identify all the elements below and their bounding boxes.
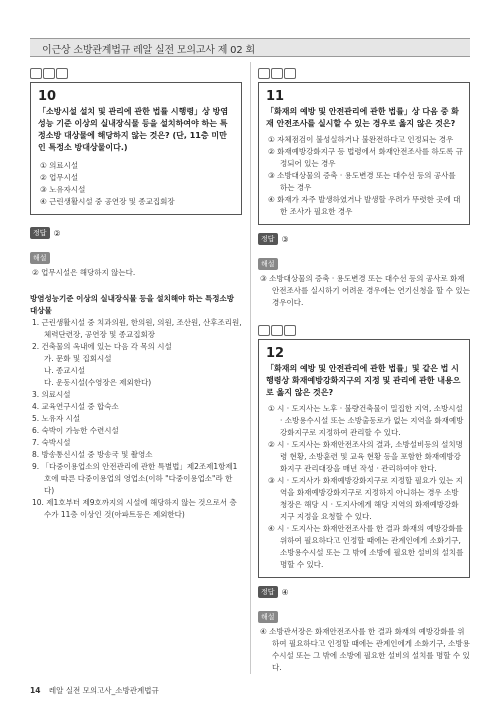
answer-label: 정답	[258, 586, 278, 598]
solution-line: 가. 문화 및 집회시설	[44, 354, 112, 363]
check-box[interactable]	[284, 325, 296, 336]
solution-line: 3. 의료시설	[32, 390, 71, 399]
option: ① 의료시설	[40, 161, 79, 170]
option: ① 자체점검이 불성실하거나 불완전하다고 인정되는 경우	[268, 135, 454, 144]
page-number: 14	[30, 686, 41, 695]
footer-text: 레알 실전 모의고사_소방관계법규	[48, 686, 159, 695]
answer-label: 정답	[258, 233, 278, 245]
option: ③ 노유자시설	[40, 185, 86, 194]
solution-line: 5. 노유자 시설	[32, 414, 81, 423]
solution-line: 2. 건축물의 옥내에 있는 다음 각 목의 시설	[32, 342, 172, 351]
check-boxes	[258, 68, 470, 78]
solution	[30, 267, 242, 521]
option: ④ 시 · 도지사는 화재안전조사를 한 결과 화재의 예방강화를 위하여 필요하다고 인정할 때에는 관계인에게 소화기구, 소방용수시설 또는 그 밖에 소방에 필요한 설비의 설치를 명할 수 있다.	[268, 524, 464, 569]
question-number: 10	[38, 89, 57, 104]
option: ② 업무시설	[40, 173, 79, 182]
check-box[interactable]	[56, 68, 68, 79]
solution-label: 해설	[258, 611, 278, 623]
check-box[interactable]	[271, 68, 283, 79]
solution-label: 해설	[258, 258, 278, 270]
check-box[interactable]	[43, 68, 55, 79]
check-boxes	[258, 325, 470, 335]
solution-line: 8. 방송통신시설 중 방송국 및 촬영소	[32, 450, 153, 459]
check-boxes	[30, 68, 242, 78]
solution-line: ③ 소방대상물의 증축 · 용도변경 또는 대수선 등의 공사로 화재 안전조사를 실시하기 어려운 경우에는 연기신청을 할 수 있는 경우이다.	[260, 274, 470, 307]
option: ③ 시 · 도지사가 화재예방강화지구로 지정할 필요가 있는 지역을 화재예방강화지구로 지정하지 아니하는 경우 소방청장은 해당 시 · 도지사에게 해당 지역의 화재예방강화지구 지정을 요청할 수 있다.	[268, 476, 463, 521]
question-11	[258, 68, 470, 309]
solution-label: 해설	[30, 252, 50, 264]
solution-line: ② 업무시설은 해당하지 않는다.	[32, 268, 136, 277]
check-box[interactable]	[258, 68, 270, 79]
solution-line: 6. 숙박이 가능한 수련시설	[32, 426, 119, 435]
answer-value: ③	[281, 234, 289, 244]
solution	[258, 626, 470, 674]
exam-title: 이근상 소방관계법규 레알 실전 모의고사 제 02 회	[42, 45, 255, 56]
question-text: 「화재의 예방 및 안전관리에 관한 법률」상 다음 중 화재 안전조사를 실시할 수 있는 경우로 옳지 않은 것은?	[266, 107, 459, 128]
solution-line: 9. 「다중이용업소의 안전관리에 관한 특별법」제2조제1항제1호에 따른 다중이용업의 영업소(이하 "다중이용업소"라 한다)	[32, 462, 238, 495]
answer-row	[258, 586, 470, 598]
answer-row	[30, 227, 242, 239]
check-box[interactable]	[284, 68, 296, 79]
solution-line: 4. 교육연구시설 중 합숙소	[32, 402, 119, 411]
check-box[interactable]	[30, 68, 42, 79]
question-number: 12	[266, 346, 285, 361]
option: ③ 소방대상물의 증축 · 용도변경 또는 대수선 등의 공사를 하는 경우	[268, 171, 456, 192]
solution-line: 나. 종교시설	[44, 366, 85, 375]
solution-line: 다. 운동시설(수영장은 제외한다)	[44, 378, 152, 387]
option: ④ 근린생활시설 중 공연장 및 종교집회장	[40, 197, 175, 206]
answer-label: 정답	[30, 227, 50, 239]
solution-line: 1. 근린생활시설 중 치과의원, 한의원, 의원, 조산원, 산후조리원, 체력단련장, 공연장 및 종교집회장	[32, 318, 242, 339]
question-10	[30, 68, 242, 521]
question-card	[258, 339, 470, 578]
question-card	[30, 82, 242, 215]
solution-heading: 방염성능기준 이상의 실내장식물 등을 설치해야 하는 특정소방 대상물	[30, 294, 235, 315]
check-box[interactable]	[271, 325, 283, 336]
question-card	[258, 82, 470, 225]
question-12	[258, 325, 470, 674]
page-header	[30, 38, 470, 57]
answer-row	[258, 233, 470, 245]
solution-line: ④ 소방관서장은 화재안전조사를 한 결과 화재의 예방강화를 위하여 필요하다고 인정할 때에는 관계인에게 소화기구, 소방용수시설 또는 그 밖에 소방에 필요한 설비의 설치를 명할 수 있다.	[260, 627, 470, 672]
question-text: 「화재의 예방 및 안전관리에 관한 법률」및 같은 법 시행령상 화재예방강화지구의 지정 및 관리에 관한 내용으로 옳지 않은 것은?	[266, 364, 461, 397]
solution-line: 10. 제1호부터 제9호까지의 시설에 해당하지 않는 것으로서 층수가 11층 이상인 것(아파트등은 제외한다)	[32, 498, 237, 519]
option: ④ 화재가 자주 발생하였거나 발생할 우려가 뚜렷한 곳에 대한 조사가 필요한 경우	[268, 195, 461, 216]
question-number: 11	[266, 89, 285, 104]
page-footer	[30, 685, 159, 696]
option: ② 화재예방강화지구 등 법령에서 화재안전조사를 하도록 규정되어 있는 경우	[268, 147, 463, 168]
solution-line: 7. 숙박시설	[32, 438, 71, 447]
solution	[258, 273, 470, 309]
option: ① 시 · 도지사는 노후 · 불량건축물이 밀집한 지역, 소방시설 · 소방용수시설 또는 소방출동로가 없는 지역을 화재예방강화지구로 지정하여 관리할 수 있다.	[268, 404, 464, 437]
answer-value: ②	[53, 228, 61, 238]
check-box[interactable]	[258, 325, 270, 336]
option: ② 시 · 도지사는 화재안전조사의 결과, 소방설비등의 설치명령 현황, 소방훈련 및 교육 현황 등을 포함한 화재예방강화지구 관리대장을 매년 작성 · 관리하여야 한다.	[268, 440, 463, 473]
question-text: 「소방시설 설치 및 관리에 관한 법률 시행령」상 방염성능 기준 이상의 실내장식물 등을 설치하여야 하는 특정소방 대상물에 해당하지 않는 것은? (단, 11층 미만인 특정소 방대상물이다.)	[38, 107, 229, 152]
column-divider	[250, 62, 251, 674]
answer-value: ④	[281, 587, 289, 597]
